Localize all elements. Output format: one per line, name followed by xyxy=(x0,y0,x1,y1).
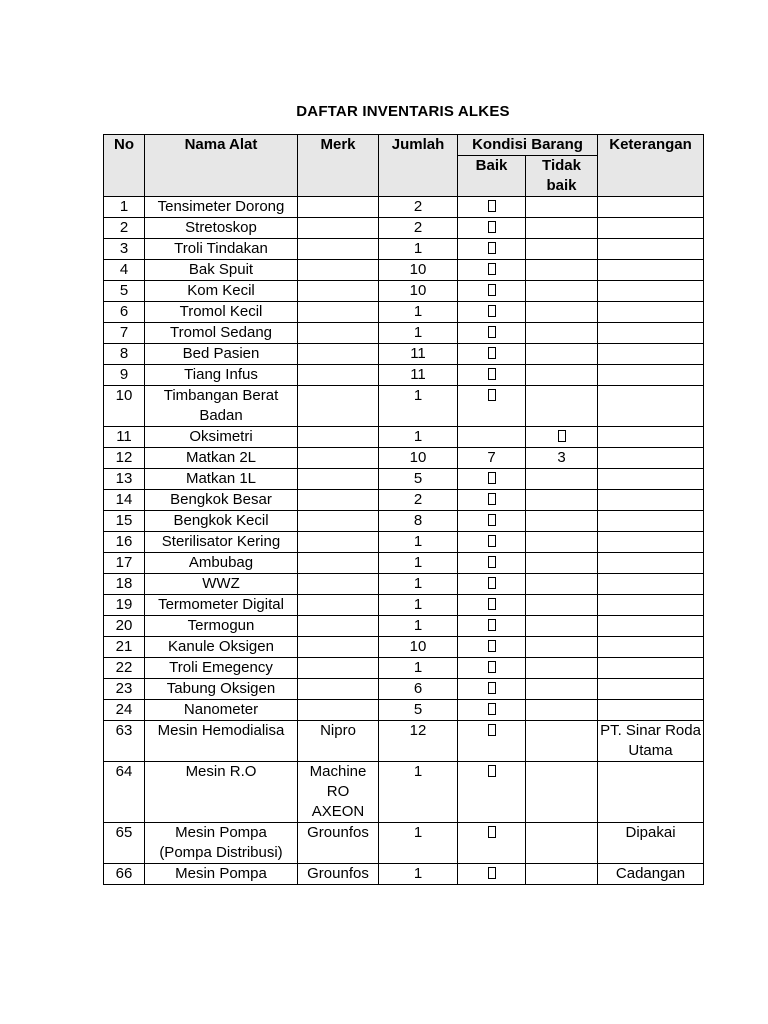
cell-jumlah: 5 xyxy=(379,700,458,721)
cell-no: 22 xyxy=(104,658,145,679)
inventory-table xyxy=(103,134,704,885)
cell-jumlah: 10 xyxy=(379,448,458,469)
cell-tidak-baik xyxy=(526,218,598,239)
cell-no: 21 xyxy=(104,637,145,658)
check-mark-icon xyxy=(488,221,496,233)
cell-baik xyxy=(458,721,526,762)
check-mark-icon xyxy=(488,493,496,505)
cell-merk: Machine RO AXEON xyxy=(298,762,379,823)
cell-keterangan xyxy=(598,616,704,637)
cell-baik xyxy=(458,427,526,448)
check-mark-icon xyxy=(488,472,496,484)
check-mark-icon xyxy=(488,765,496,777)
table-body xyxy=(104,197,704,885)
check-mark-icon xyxy=(488,535,496,547)
cell-no: 63 xyxy=(104,721,145,762)
cell-nama-alat: Troli Tindakan xyxy=(145,239,298,260)
cell-nama-alat: Tabung Oksigen xyxy=(145,679,298,700)
cell-baik xyxy=(458,239,526,260)
cell-no: 15 xyxy=(104,511,145,532)
cell-no: 14 xyxy=(104,490,145,511)
cell-keterangan xyxy=(598,323,704,344)
check-mark-icon xyxy=(488,703,496,715)
cell-keterangan xyxy=(598,532,704,553)
check-mark-icon xyxy=(488,242,496,254)
cell-tidak-baik xyxy=(526,823,598,864)
cell-tidak-baik xyxy=(526,532,598,553)
cell-merk xyxy=(298,469,379,490)
cell-merk xyxy=(298,239,379,260)
cell-merk xyxy=(298,595,379,616)
cell-keterangan xyxy=(598,197,704,218)
cell-keterangan xyxy=(598,595,704,616)
cell-baik xyxy=(458,823,526,864)
table-row xyxy=(104,239,704,260)
cell-keterangan xyxy=(598,239,704,260)
cell-tidak-baik xyxy=(526,616,598,637)
cell-nama-alat: Mesin Pompa (Pompa Distribusi) xyxy=(145,823,298,864)
cell-merk xyxy=(298,679,379,700)
check-mark-icon xyxy=(488,598,496,610)
cell-merk xyxy=(298,574,379,595)
cell-nama-alat: Bengkok Kecil xyxy=(145,511,298,532)
table-row xyxy=(104,700,704,721)
cell-jumlah: 1 xyxy=(379,302,458,323)
cell-tidak-baik xyxy=(526,302,598,323)
cell-nama-alat: Bed Pasien xyxy=(145,344,298,365)
table-row xyxy=(104,218,704,239)
check-mark-icon xyxy=(488,577,496,589)
cell-nama-alat: Kanule Oksigen xyxy=(145,637,298,658)
cell-no: 9 xyxy=(104,365,145,386)
check-mark-icon xyxy=(488,368,496,380)
cell-keterangan xyxy=(598,574,704,595)
cell-tidak-baik xyxy=(526,239,598,260)
cell-no: 23 xyxy=(104,679,145,700)
table-row xyxy=(104,864,704,885)
cell-baik xyxy=(458,365,526,386)
table-row xyxy=(104,762,704,823)
table-row xyxy=(104,679,704,700)
header-merk: Merk xyxy=(298,135,379,197)
cell-baik xyxy=(458,679,526,700)
cell-tidak-baik xyxy=(526,323,598,344)
cell-jumlah: 1 xyxy=(379,762,458,823)
cell-tidak-baik xyxy=(526,762,598,823)
header-tidak-baik: Tidak baik xyxy=(526,156,598,197)
document-title: DAFTAR INVENTARIS ALKES xyxy=(296,103,510,120)
check-mark-icon xyxy=(488,284,496,296)
cell-merk: Nipro xyxy=(298,721,379,762)
cell-no: 7 xyxy=(104,323,145,344)
cell-keterangan xyxy=(598,427,704,448)
check-mark-icon xyxy=(558,430,566,442)
check-mark-icon xyxy=(488,514,496,526)
table-row xyxy=(104,637,704,658)
header-nama-alat: Nama Alat xyxy=(145,135,298,197)
cell-no: 18 xyxy=(104,574,145,595)
cell-baik: 7 xyxy=(458,448,526,469)
cell-baik xyxy=(458,323,526,344)
cell-keterangan xyxy=(598,511,704,532)
cell-tidak-baik xyxy=(526,553,598,574)
cell-merk xyxy=(298,281,379,302)
cell-jumlah: 8 xyxy=(379,511,458,532)
cell-baik xyxy=(458,281,526,302)
cell-jumlah: 1 xyxy=(379,574,458,595)
cell-keterangan xyxy=(598,260,704,281)
cell-jumlah: 10 xyxy=(379,260,458,281)
cell-jumlah: 1 xyxy=(379,323,458,344)
cell-tidak-baik xyxy=(526,469,598,490)
check-mark-icon xyxy=(488,619,496,631)
cell-tidak-baik xyxy=(526,197,598,218)
cell-merk xyxy=(298,427,379,448)
cell-baik xyxy=(458,658,526,679)
cell-merk xyxy=(298,344,379,365)
cell-keterangan xyxy=(598,302,704,323)
cell-tidak-baik xyxy=(526,721,598,762)
cell-tidak-baik xyxy=(526,260,598,281)
check-mark-icon xyxy=(488,682,496,694)
cell-nama-alat: Oksimetri xyxy=(145,427,298,448)
cell-nama-alat: Timbangan Berat Badan xyxy=(145,386,298,427)
cell-tidak-baik xyxy=(526,344,598,365)
cell-no: 66 xyxy=(104,864,145,885)
cell-merk xyxy=(298,197,379,218)
cell-merk xyxy=(298,365,379,386)
cell-keterangan xyxy=(598,469,704,490)
table-row xyxy=(104,574,704,595)
cell-merk xyxy=(298,658,379,679)
cell-no: 3 xyxy=(104,239,145,260)
cell-baik xyxy=(458,511,526,532)
cell-no: 1 xyxy=(104,197,145,218)
check-mark-icon xyxy=(488,724,496,736)
cell-baik xyxy=(458,864,526,885)
cell-merk xyxy=(298,511,379,532)
cell-jumlah: 1 xyxy=(379,239,458,260)
cell-tidak-baik xyxy=(526,700,598,721)
table-row xyxy=(104,386,704,427)
cell-no: 19 xyxy=(104,595,145,616)
cell-keterangan xyxy=(598,386,704,427)
table-row xyxy=(104,553,704,574)
cell-jumlah: 10 xyxy=(379,281,458,302)
table-row xyxy=(104,197,704,218)
cell-jumlah: 1 xyxy=(379,823,458,864)
cell-no: 20 xyxy=(104,616,145,637)
header-no: No xyxy=(104,135,145,197)
cell-no: 11 xyxy=(104,427,145,448)
cell-jumlah: 12 xyxy=(379,721,458,762)
cell-nama-alat: Ambubag xyxy=(145,553,298,574)
cell-jumlah: 1 xyxy=(379,386,458,427)
cell-no: 65 xyxy=(104,823,145,864)
cell-tidak-baik xyxy=(526,511,598,532)
cell-keterangan xyxy=(598,344,704,365)
cell-jumlah: 11 xyxy=(379,365,458,386)
cell-tidak-baik: 3 xyxy=(526,448,598,469)
table-row xyxy=(104,302,704,323)
cell-tidak-baik xyxy=(526,658,598,679)
cell-baik xyxy=(458,553,526,574)
table-row xyxy=(104,469,704,490)
cell-jumlah: 1 xyxy=(379,553,458,574)
cell-keterangan xyxy=(598,281,704,302)
cell-baik xyxy=(458,532,526,553)
cell-jumlah: 5 xyxy=(379,469,458,490)
cell-baik xyxy=(458,574,526,595)
cell-jumlah: 10 xyxy=(379,637,458,658)
check-mark-icon xyxy=(488,200,496,212)
cell-keterangan xyxy=(598,700,704,721)
cell-merk xyxy=(298,700,379,721)
check-mark-icon xyxy=(488,305,496,317)
cell-nama-alat: Bengkok Besar xyxy=(145,490,298,511)
check-mark-icon xyxy=(488,326,496,338)
cell-keterangan xyxy=(598,365,704,386)
cell-nama-alat: Stretoskop xyxy=(145,218,298,239)
check-mark-icon xyxy=(488,263,496,275)
cell-merk xyxy=(298,616,379,637)
cell-merk: Grounfos xyxy=(298,864,379,885)
cell-keterangan: Dipakai xyxy=(598,823,704,864)
cell-nama-alat: Mesin Pompa xyxy=(145,864,298,885)
cell-tidak-baik xyxy=(526,637,598,658)
cell-tidak-baik xyxy=(526,386,598,427)
cell-baik xyxy=(458,386,526,427)
cell-jumlah: 1 xyxy=(379,864,458,885)
cell-jumlah: 2 xyxy=(379,490,458,511)
cell-merk xyxy=(298,218,379,239)
cell-nama-alat: Bak Spuit xyxy=(145,260,298,281)
cell-no: 16 xyxy=(104,532,145,553)
cell-baik xyxy=(458,260,526,281)
cell-tidak-baik xyxy=(526,281,598,302)
cell-keterangan: PT. Sinar Roda Utama xyxy=(598,721,704,762)
cell-baik xyxy=(458,616,526,637)
cell-no: 8 xyxy=(104,344,145,365)
cell-baik xyxy=(458,469,526,490)
cell-no: 4 xyxy=(104,260,145,281)
cell-baik xyxy=(458,637,526,658)
cell-tidak-baik xyxy=(526,365,598,386)
cell-nama-alat: Termogun xyxy=(145,616,298,637)
cell-jumlah: 1 xyxy=(379,427,458,448)
cell-nama-alat: Sterilisator Kering xyxy=(145,532,298,553)
check-mark-icon xyxy=(488,867,496,879)
cell-nama-alat: Mesin Hemodialisa xyxy=(145,721,298,762)
table-row xyxy=(104,448,704,469)
cell-no: 64 xyxy=(104,762,145,823)
table-row xyxy=(104,365,704,386)
cell-jumlah: 2 xyxy=(379,197,458,218)
table-row xyxy=(104,721,704,762)
table-row xyxy=(104,281,704,302)
cell-baik xyxy=(458,218,526,239)
cell-jumlah: 1 xyxy=(379,658,458,679)
cell-merk xyxy=(298,448,379,469)
cell-baik xyxy=(458,302,526,323)
table-row xyxy=(104,490,704,511)
cell-baik xyxy=(458,762,526,823)
cell-no: 2 xyxy=(104,218,145,239)
cell-no: 5 xyxy=(104,281,145,302)
cell-nama-alat: Termometer Digital xyxy=(145,595,298,616)
cell-jumlah: 2 xyxy=(379,218,458,239)
cell-no: 17 xyxy=(104,553,145,574)
cell-tidak-baik xyxy=(526,595,598,616)
cell-nama-alat: Matkan 1L xyxy=(145,469,298,490)
cell-nama-alat: Nanometer xyxy=(145,700,298,721)
cell-merk xyxy=(298,637,379,658)
cell-baik xyxy=(458,700,526,721)
cell-baik xyxy=(458,197,526,218)
cell-merk xyxy=(298,386,379,427)
header-kondisi-barang: Kondisi Barang xyxy=(458,135,598,156)
cell-tidak-baik xyxy=(526,574,598,595)
table-row xyxy=(104,427,704,448)
cell-no: 12 xyxy=(104,448,145,469)
check-mark-icon xyxy=(488,347,496,359)
cell-nama-alat: Kom Kecil xyxy=(145,281,298,302)
cell-tidak-baik xyxy=(526,427,598,448)
cell-nama-alat: Troli Emegency xyxy=(145,658,298,679)
header-keterangan: Keterangan xyxy=(598,135,704,197)
check-mark-icon xyxy=(488,661,496,673)
cell-merk xyxy=(298,532,379,553)
cell-nama-alat: Tromol Kecil xyxy=(145,302,298,323)
table-row xyxy=(104,532,704,553)
cell-no: 24 xyxy=(104,700,145,721)
cell-jumlah: 1 xyxy=(379,595,458,616)
table-row xyxy=(104,260,704,281)
cell-nama-alat: WWZ xyxy=(145,574,298,595)
cell-jumlah: 1 xyxy=(379,616,458,637)
cell-tidak-baik xyxy=(526,490,598,511)
cell-keterangan xyxy=(598,762,704,823)
cell-jumlah: 1 xyxy=(379,532,458,553)
cell-merk xyxy=(298,302,379,323)
cell-nama-alat: Tensimeter Dorong xyxy=(145,197,298,218)
cell-merk xyxy=(298,260,379,281)
cell-jumlah: 11 xyxy=(379,344,458,365)
cell-nama-alat: Mesin R.O xyxy=(145,762,298,823)
cell-nama-alat: Matkan 2L xyxy=(145,448,298,469)
header-jumlah: Jumlah xyxy=(379,135,458,197)
cell-baik xyxy=(458,344,526,365)
cell-merk: Grounfos xyxy=(298,823,379,864)
cell-tidak-baik xyxy=(526,864,598,885)
table-row xyxy=(104,823,704,864)
cell-merk xyxy=(298,553,379,574)
cell-baik xyxy=(458,490,526,511)
check-mark-icon xyxy=(488,556,496,568)
check-mark-icon xyxy=(488,826,496,838)
cell-keterangan xyxy=(598,490,704,511)
cell-keterangan xyxy=(598,637,704,658)
check-mark-icon xyxy=(488,640,496,652)
cell-keterangan xyxy=(598,218,704,239)
header-baik: Baik xyxy=(458,156,526,197)
cell-keterangan xyxy=(598,679,704,700)
cell-nama-alat: Tromol Sedang xyxy=(145,323,298,344)
table-row xyxy=(104,616,704,637)
cell-baik xyxy=(458,595,526,616)
check-mark-icon xyxy=(488,389,496,401)
cell-keterangan xyxy=(598,553,704,574)
cell-merk xyxy=(298,490,379,511)
table-row xyxy=(104,511,704,532)
cell-no: 10 xyxy=(104,386,145,427)
table-row xyxy=(104,323,704,344)
cell-merk xyxy=(298,323,379,344)
cell-no: 6 xyxy=(104,302,145,323)
cell-jumlah: 6 xyxy=(379,679,458,700)
table-row xyxy=(104,344,704,365)
cell-nama-alat: Tiang Infus xyxy=(145,365,298,386)
cell-keterangan xyxy=(598,448,704,469)
cell-keterangan xyxy=(598,658,704,679)
table-row xyxy=(104,658,704,679)
cell-no: 13 xyxy=(104,469,145,490)
table-row xyxy=(104,595,704,616)
cell-tidak-baik xyxy=(526,679,598,700)
cell-keterangan: Cadangan xyxy=(598,864,704,885)
